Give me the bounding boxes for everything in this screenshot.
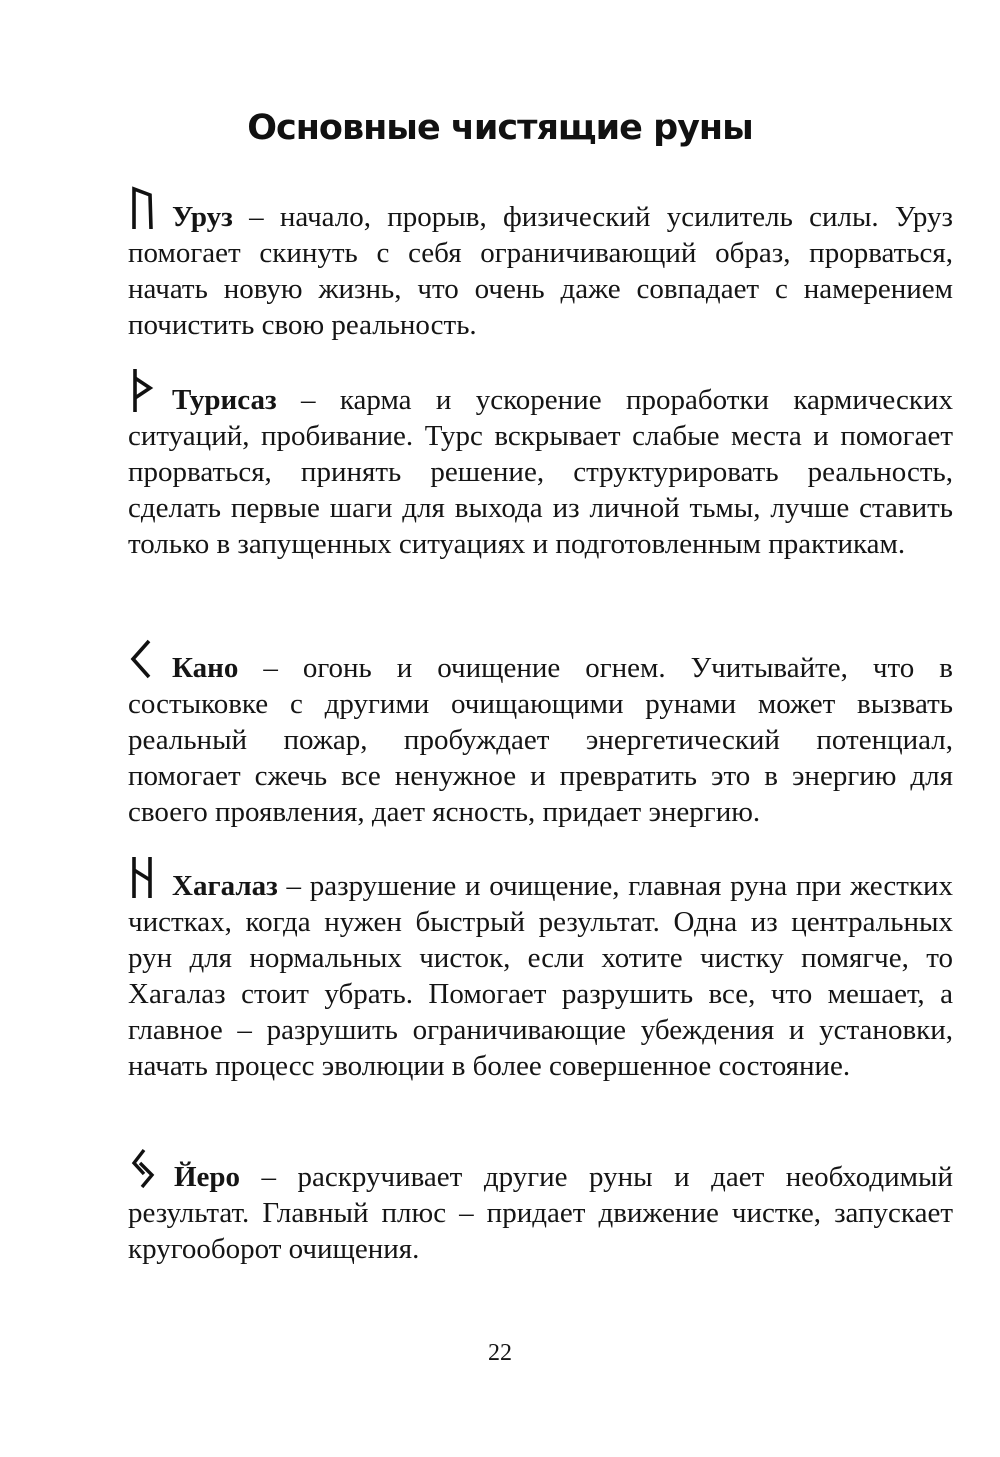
hagalaz-rune-icon xyxy=(128,855,158,899)
rune-entry-uruz xyxy=(128,186,953,343)
rune-description: – начало, прорыв, физический усилитель силы. Уруз помогает скинуть с себя ограничивающий образ, прорваться, начать новую жизнь, что очень даже совпадает с намерением почистить свою реальность. xyxy=(128,201,953,341)
uruz-rune-icon xyxy=(128,186,158,230)
rune-description: – карма и ускорение проработки кармических ситуаций, пробивание. Турс вскрывает слабые места и помогает прорваться, принять решение, структурировать реальность, сделать первые шаги для выхода из личной тьмы, лучше ставить только в запущенных ситуациях и подготовленным практикам. xyxy=(128,384,953,560)
rune-name: Турисаз xyxy=(172,384,277,416)
jera-rune-icon xyxy=(128,1146,160,1190)
rune-entry-hagalaz xyxy=(128,855,953,1084)
page-number: 22 xyxy=(488,1340,512,1366)
rune-name: Хагалаз xyxy=(172,870,278,902)
page-title: Основные чистящие руны xyxy=(247,108,753,148)
rune-description: – разрушение и очищение, главная руна при жестких чистках, когда нужен быстрый результат. Одна из центральных рун для нормальных чисток, если хотите чистку помягче, то Хагалаз стоит убрать. Помогает разрушить все, что мешает, а главное – разрушить ограничивающие убеждения и установки, начать процесс эволюции в более совершенное состояние. xyxy=(128,870,953,1082)
rune-name: Кано xyxy=(172,652,239,684)
rune-entry-jera xyxy=(128,1146,953,1267)
rune-description: – огонь и очищение огнем. Учитывайте, что в состыковке с другими очищающими рунами может вызвать реальный пожар, пробуждает энергетический потенциал, помогает сжечь все ненужное и превратить это в энергию для своего проявления, дает ясность, придает энергию. xyxy=(128,652,953,828)
kano-rune-icon xyxy=(128,637,158,681)
rune-name: Уруз xyxy=(172,201,233,233)
rune-entry-kano xyxy=(128,637,953,830)
rune-description: – раскручивает другие руны и дает необходимый результат. Главный плюс – придает движение чистке, запускает кругооборот очищения. xyxy=(128,1161,953,1265)
rune-entry-thurisaz xyxy=(128,367,953,562)
thurisaz-rune-icon xyxy=(128,367,158,413)
rune-name: Йеро xyxy=(174,1161,241,1193)
